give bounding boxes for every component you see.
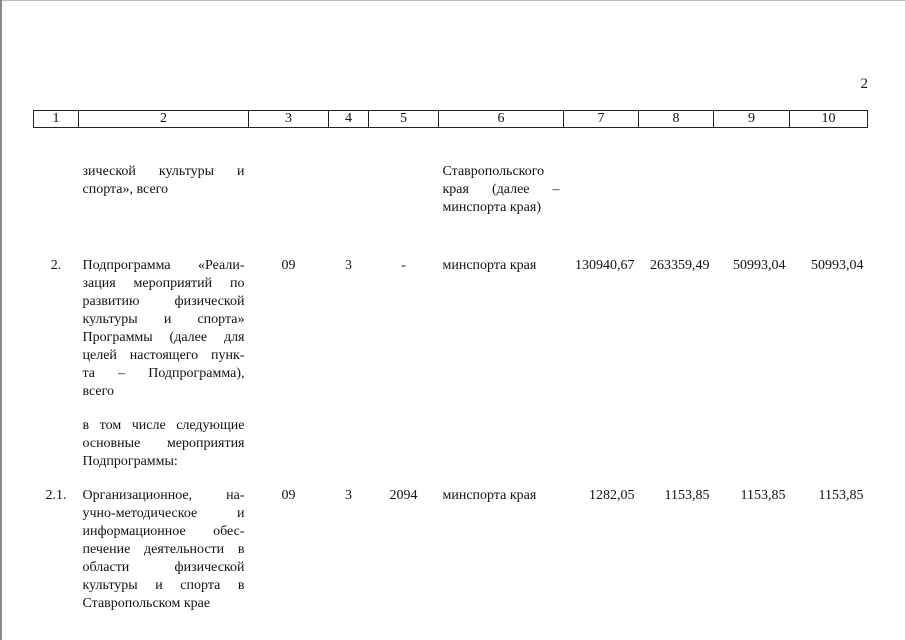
- amount-cell: [639, 128, 714, 218]
- amount-cell: 1153,85: [818, 488, 864, 503]
- event-name: [79, 128, 249, 218]
- header-cell-8: 8: [639, 111, 714, 128]
- program-table: [33, 110, 868, 613]
- executor-line: минспорта края): [442, 200, 541, 215]
- header-cell-1: 1: [34, 111, 79, 128]
- event-name-line: учно-методическое и: [82, 506, 245, 521]
- executor-cell: [439, 471, 564, 613]
- amount-cell: [790, 128, 868, 218]
- executor-cell: [439, 217, 564, 401]
- code-cell: [249, 128, 329, 218]
- event-name-line: Подпрограммы:: [82, 454, 178, 469]
- page-number: 2: [860, 76, 868, 92]
- event-name: [79, 401, 249, 471]
- page-edge-top: [0, 0, 905, 1]
- code-cell: 09: [281, 488, 296, 503]
- event-name: [79, 471, 249, 613]
- event-name-line: Подпрограмма «Реали-: [82, 258, 245, 273]
- header-row: [34, 111, 868, 128]
- event-name-line: культуры и спорта в: [82, 578, 245, 593]
- header-cell-4: 4: [329, 111, 369, 128]
- event-name-line: зация мероприятий по: [82, 276, 245, 291]
- event-name: [79, 217, 249, 401]
- amount-cell: [564, 128, 639, 218]
- header-cell-5: 5: [369, 111, 439, 128]
- row-number: 2.: [50, 258, 62, 273]
- event-name-line: информационное обес-: [82, 524, 245, 539]
- header-cell-9: 9: [714, 111, 790, 128]
- event-name-line: области физической: [82, 560, 245, 575]
- event-name-line: культуры и спорта»: [82, 312, 245, 327]
- amount-cell: 50993,04: [811, 258, 864, 273]
- amount-cell: [714, 128, 790, 218]
- header-cell-10: 10: [790, 111, 868, 128]
- table-row-continuation: [34, 128, 868, 218]
- table-row-subprogram: [34, 217, 868, 401]
- amount-cell: 1282,05: [589, 488, 635, 503]
- event-name-line: Программы (далее для: [82, 330, 245, 345]
- event-name-line: та – Подпрограмма),: [82, 366, 245, 381]
- row-number: [34, 128, 79, 218]
- header-cell-6: 6: [439, 111, 564, 128]
- header-cell-7: 7: [564, 111, 639, 128]
- amount-cell: 263359,49: [650, 258, 710, 273]
- event-name-line: основные мероприятия: [82, 436, 245, 451]
- code-cell: [369, 128, 439, 218]
- code-cell: [329, 128, 369, 218]
- event-name-line: в том числе следующие: [82, 418, 245, 433]
- executor-line: края (далее –: [442, 182, 560, 197]
- code-cell: 09: [281, 258, 296, 273]
- table-row-including: [34, 401, 868, 471]
- code-cell: 3: [345, 488, 352, 503]
- event-name-line: всего: [82, 384, 115, 399]
- event-name-line: Организационное, на-: [82, 488, 245, 503]
- page-edge-left: [0, 0, 2, 640]
- header-cell-3: 3: [249, 111, 329, 128]
- header-cell-2: 2: [79, 111, 249, 128]
- amount-cell: 1153,85: [664, 488, 710, 503]
- executor-line: Ставропольского: [442, 164, 545, 179]
- executor-line: минспорта края: [442, 258, 537, 273]
- event-name-line: спорта», всего: [82, 182, 169, 197]
- amount-cell: 50993,04: [733, 258, 786, 273]
- event-name-line: Ставропольском крае: [82, 596, 211, 611]
- row-number: 2.1.: [45, 488, 67, 503]
- amount-cell: 130940,67: [575, 258, 635, 273]
- event-name-line: целей настоящего пунк-: [82, 348, 245, 363]
- executor-cell: [439, 128, 564, 218]
- event-name-line: печение деятельности в: [82, 542, 245, 557]
- code-cell: -: [401, 258, 406, 273]
- event-name-line: зической культуры и: [82, 164, 245, 179]
- executor-line: минспорта края: [442, 488, 537, 503]
- code-cell: 2094: [389, 488, 418, 503]
- event-name-line: развитию физической: [82, 294, 245, 309]
- amount-cell: 1153,85: [740, 488, 786, 503]
- code-cell: 3: [345, 258, 352, 273]
- table-row-item-2-1: [34, 471, 868, 613]
